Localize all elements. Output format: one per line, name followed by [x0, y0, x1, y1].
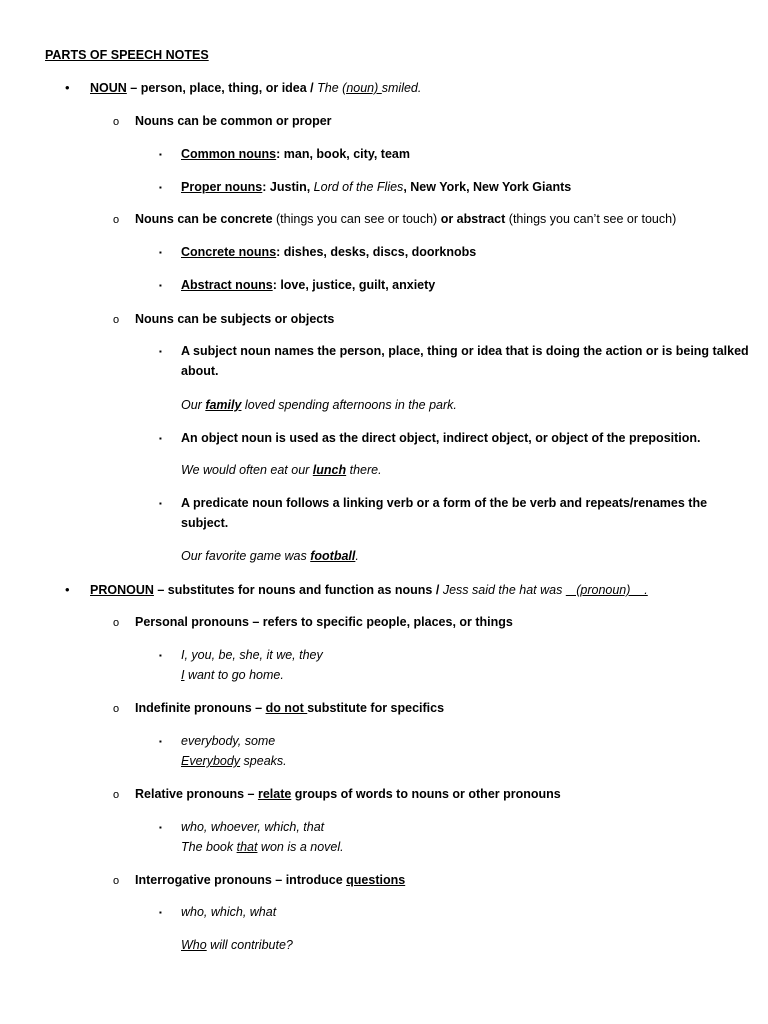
personal-pronouns-label: Personal pronouns – refers to specific people, places, or things [135, 615, 513, 629]
square-marker: ▪ [159, 499, 162, 508]
predicate-noun-example: Our favorite game was football. [181, 549, 359, 563]
relative-examples: who, whoever, which, that [181, 820, 325, 834]
interrogative-sentence: Who will contribute? [181, 938, 293, 952]
indefinite-examples: everybody, some [181, 734, 276, 748]
concrete-nouns-line: Concrete nouns: dishes, desks, discs, doorknobs [181, 245, 477, 259]
square-marker: ▪ [159, 347, 162, 356]
interrogative-pronouns-label: Interrogative pronouns – introduce questions [135, 873, 406, 887]
pronoun-definition: – substitutes for nouns and function as nouns / [153, 583, 443, 597]
noun-term: NOUN [90, 81, 127, 95]
relative-pronouns-label: Relative pronouns – relate groups of words to nouns or other pronouns [135, 787, 561, 801]
square-marker: ▪ [159, 150, 162, 159]
square-marker: ▪ [159, 434, 162, 443]
subject-noun-example: Our family loved spending afternoons in the park. [181, 398, 457, 412]
common-proper-label: Nouns can be common or proper [135, 114, 332, 128]
square-marker: ▪ [159, 183, 162, 192]
interrogative-examples: who, which, what [181, 905, 277, 919]
indefinite-sentence: Everybody speaks. [181, 754, 287, 768]
circle-marker: o [113, 789, 120, 801]
subject-noun-line1: A subject noun names the person, place, thing or idea that is doing the action or is being talked [181, 344, 749, 358]
noun-definition: – person, place, thing, or idea / [126, 81, 318, 95]
square-marker: ▪ [159, 281, 162, 290]
noun-heading: NOUN – person, place, thing, or idea / The (noun) smiled. [90, 81, 422, 95]
object-noun-example: We would often eat our lunch there. [181, 463, 382, 477]
bullet-marker: • [65, 80, 70, 95]
common-nouns-line: Common nouns: man, book, city, team [181, 147, 410, 161]
proper-nouns-line: Proper nouns: Justin, Lord of the Flies, New York, New York Giants [181, 180, 572, 194]
square-marker: ▪ [159, 248, 162, 257]
subject-noun-line2: about. [181, 364, 219, 378]
bullet-marker: • [65, 582, 70, 597]
predicate-noun-line2: subject. [181, 516, 229, 530]
abstract-nouns-line: Abstract nouns: love, justice, guilt, anxiety [181, 278, 436, 292]
circle-marker: o [113, 214, 120, 226]
personal-sentence: I want to go home. [181, 668, 284, 682]
square-marker: ▪ [159, 823, 162, 832]
circle-marker: o [113, 116, 120, 128]
circle-marker: o [113, 875, 120, 887]
subjects-objects-label: Nouns can be subjects or objects [135, 312, 335, 326]
personal-examples: I, you, be, she, it we, they [181, 648, 323, 662]
square-marker: ▪ [159, 908, 162, 917]
pronoun-blank: (pronoun) . [565, 583, 648, 597]
concrete-abstract-label: Nouns can be concrete (things you can see or touch) or abstract (things you can’t see or touch) [135, 212, 677, 226]
circle-marker: o [113, 617, 120, 629]
page-title: PARTS OF SPEECH NOTES [45, 48, 209, 62]
pronoun-term: PRONOUN [90, 583, 154, 597]
object-noun-line: An object noun is used as the direct object, indirect object, or object of the preposition. [181, 431, 701, 445]
relative-sentence: The book that won is a novel. [181, 840, 344, 854]
square-marker: ▪ [159, 737, 162, 746]
pronoun-heading: PRONOUN – substitutes for nouns and function as nouns / Jess said the hat was (pronoun) . [90, 583, 648, 597]
predicate-noun-line1: A predicate noun follows a linking verb or a form of the be verb and repeats/renames the [181, 496, 708, 510]
noun-blank: (noun) [342, 81, 382, 95]
square-marker: ▪ [159, 651, 162, 660]
indefinite-pronouns-label: Indefinite pronouns – do not substitute for specifics [135, 701, 445, 715]
circle-marker: o [113, 703, 120, 715]
circle-marker: o [113, 314, 120, 326]
